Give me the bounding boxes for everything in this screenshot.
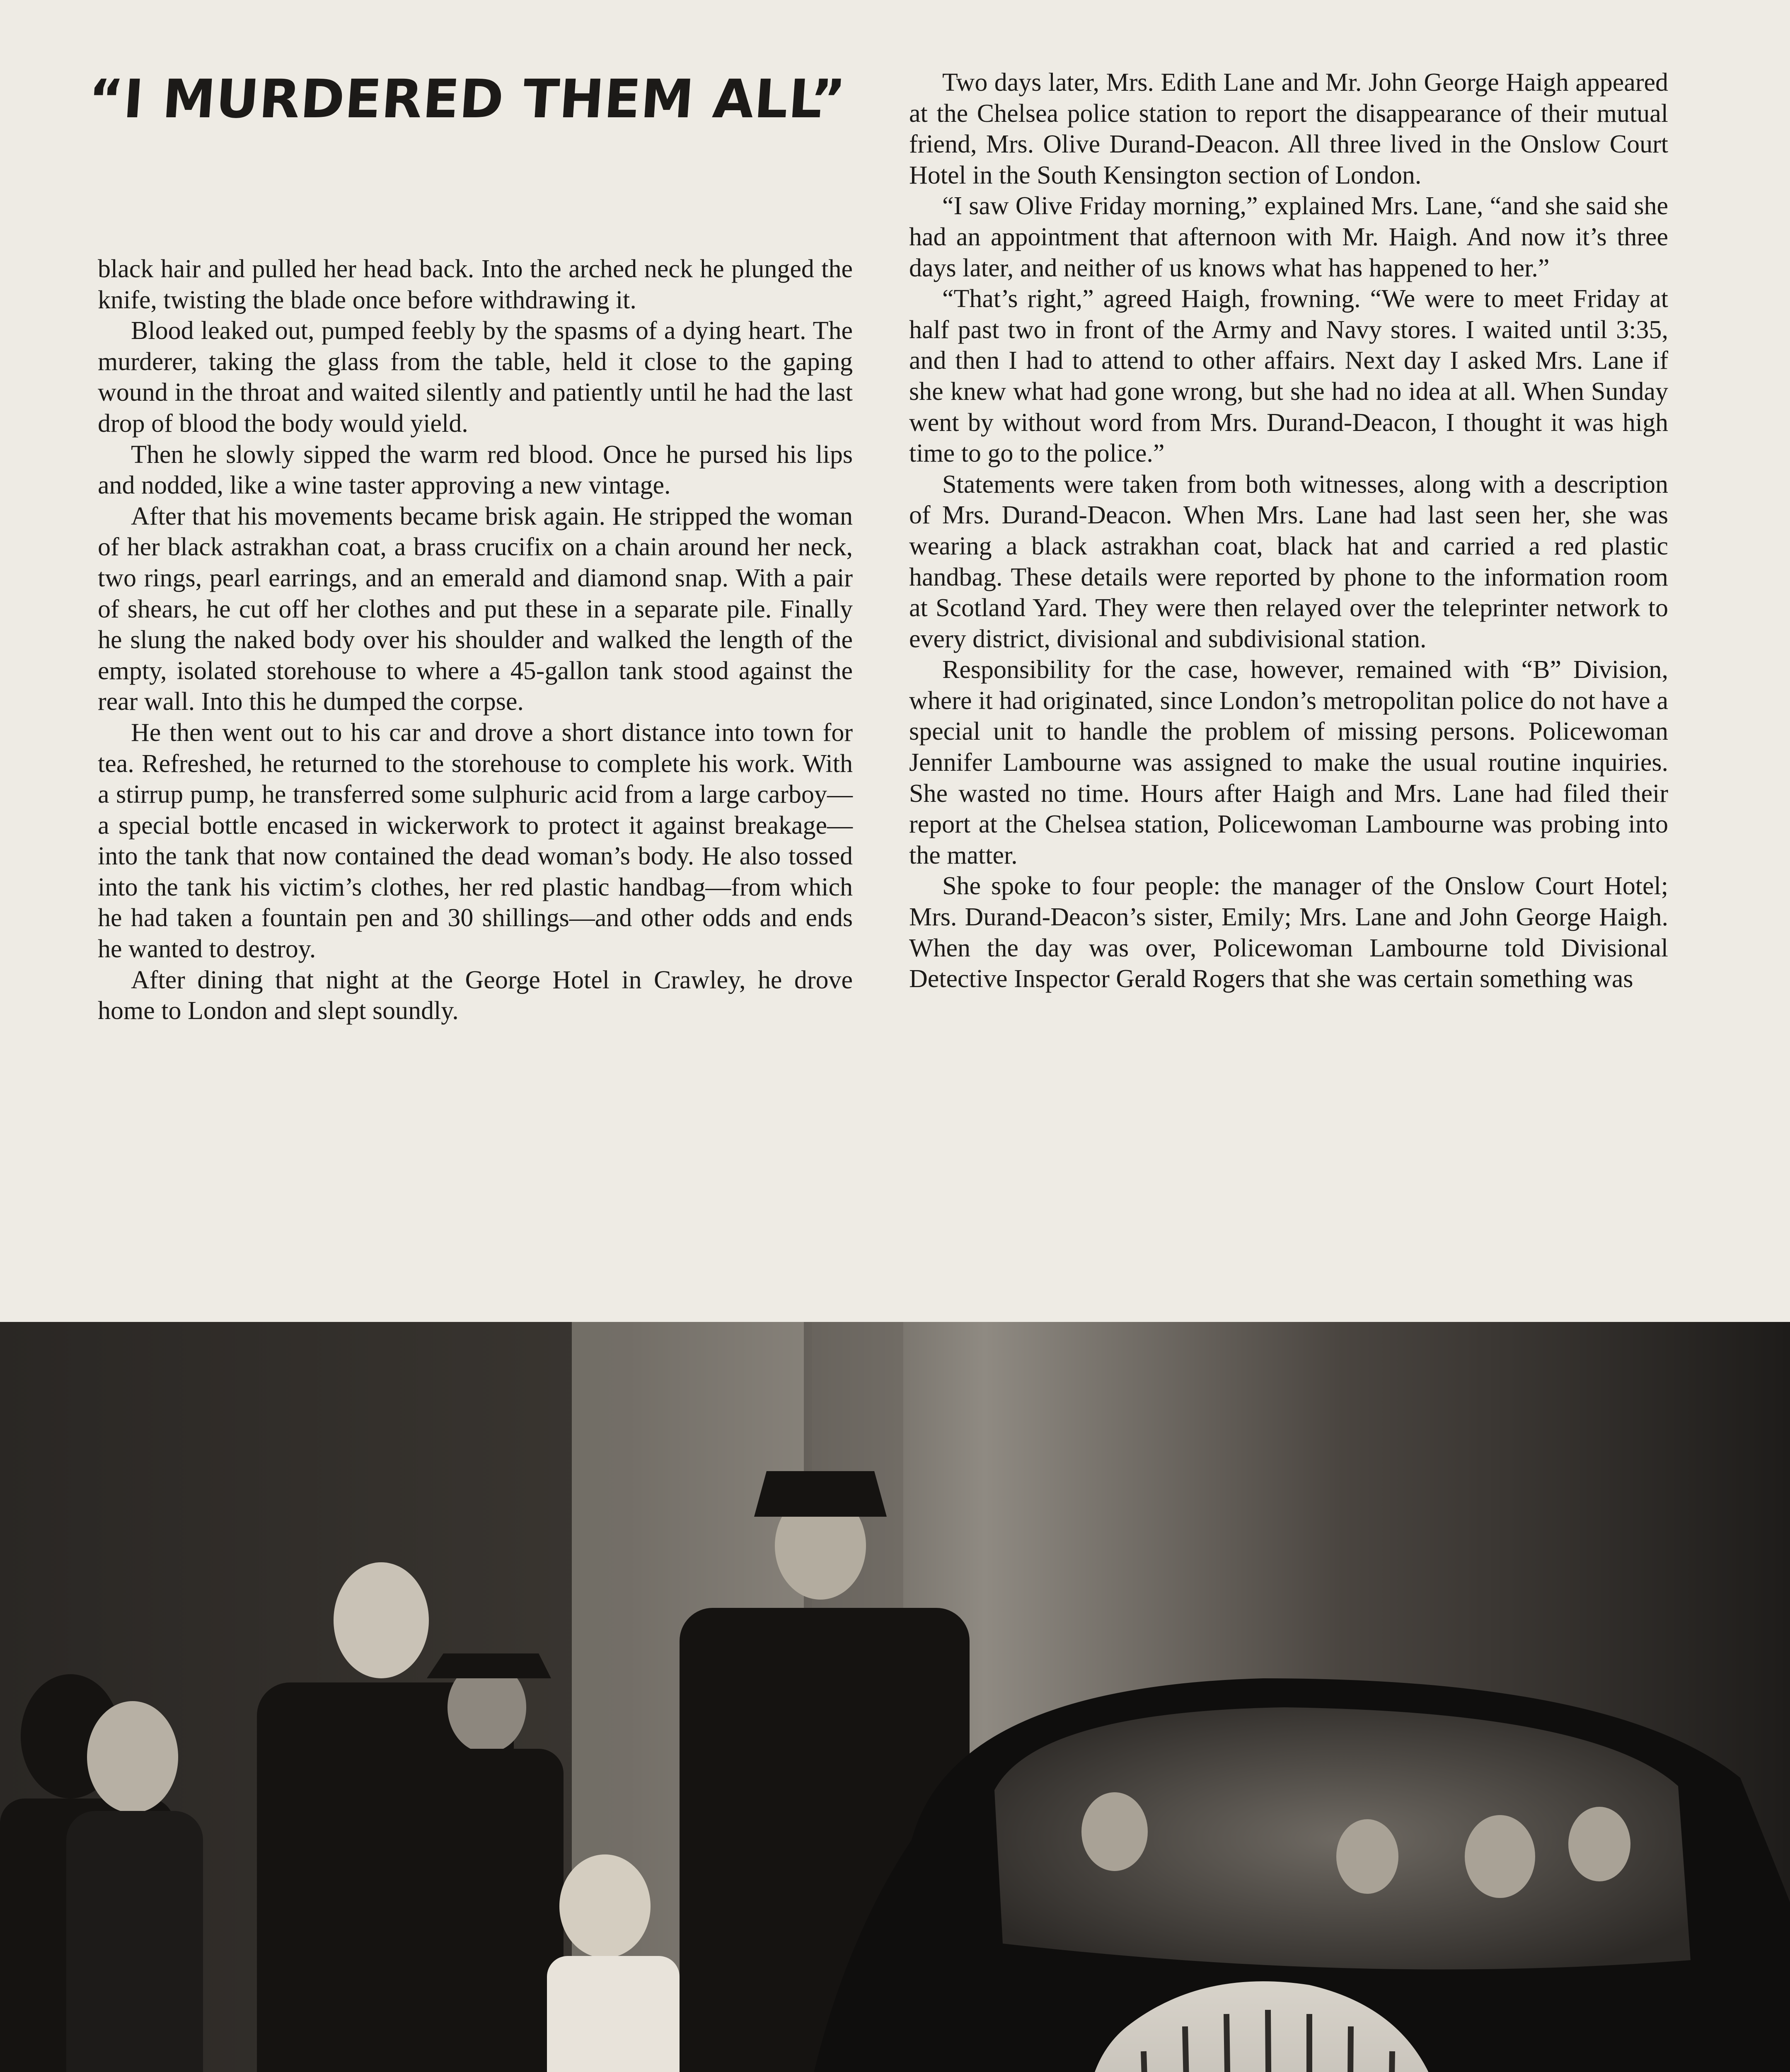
paragraph: “That’s right,” agreed Haigh, frowning. “We were to meet Friday at half past two in front of the Army and Navy stores. I waited until 3:35, and then I had to attend to other affairs. Next day I asked Mrs. Lane if she knew what had gone wrong, but she had no idea at all. When Sunday went by without word from Mrs. Durand-Deacon, I thought it was high time to go to the police.” [909,285,1668,468]
paragraph: black hair and pulled her head back. Into the arched neck he plunged the knife, twisting the blade once before withdrawing it. [98,255,853,314]
paragraph: He then went out to his car and drove a short distance into town for tea. Refreshed, he returned to the storehouse to complete his work. With a stirrup pump, he transferred some sulphuric acid from a large carboy—a special bottle encased in wickerwork to protect it against breakage—into the tank that now contained the dead woman’s body. He also tossed into the tank his victim’s clothes, her red plastic handbag—from which he had taken a fountain pen and 30 shillings—and other odds and ends he wanted to destroy. [98,718,853,963]
right-text-column [909,67,1668,995]
news-photo [0,1322,1790,2072]
paragraph: After that his movements became brisk again. He stripped the woman of her black astrakhan coat, a brass crucifix on a chain around her neck, two rings, pearl earrings, and an emerald and diamond snap. With a pair of shears, he cut off her clothes and put these in a separate pile. Finally he slung the naked body over his shoulder and walked the length of the empty, isolated storehouse to where a 45-gallon tank stood against the rear wall. Into this he dumped the corpse. [98,502,853,716]
paragraph: “I saw Olive Friday morning,” explained Mrs. Lane, “and she said she had an appointment that afternoon with Mr. Haigh. And now it’s three days later, and neither of us knows what has happened to her.” [909,192,1668,282]
crowd-and-police-car-illustration [0,1322,1790,2072]
paragraph: Then he slowly sipped the warm red blood. Once he pursed his lips and nodded, like a wine taster approving a new vintage. [98,440,853,500]
paragraph: Blood leaked out, pumped feebly by the spasms of a dying heart. The murderer, taking the glass from the table, held it close to the gaping wound in the throat and waited silently and patiently until he had the last drop of blood the body would yield. [98,317,853,438]
paragraph: Responsibility for the case, however, remained with “B” Division, where it had originated, since London’s metropolitan police do not have a special unit to handle the problem of missing persons. Policewoman Jennifer Lambourne was assigned to make the usual routine inquiries. She wasted no time. Hours after Haigh and Mrs. Lane had filed their report at the Chelsea station, Policewoman Lambourne was probing into the matter. [909,656,1668,869]
article-title: “I MURDERED THEM ALL” [86,68,848,130]
paragraph: She spoke to four people: the manager of the Onslow Court Hotel; Mrs. Durand-Deacon’s sister, Emily; Mrs. Lane and John George Haigh. When the day was over, Policewoman Lambourne told Divisional Detective Inspector Gerald Rogers that she was certain something was [909,872,1668,993]
paragraph: Two days later, Mrs. Edith Lane and Mr. John George Haigh appeared at the Chelsea police station to report the disappearance of their mutual friend, Mrs. Olive Durand-Deacon. All three lived in the Onslow Court Hotel in the South Kensington section of London. [909,68,1668,189]
paragraph: After dining that night at the George Hotel in Crawley, he drove home to London and slept soundly. [98,966,853,1025]
paragraph: Statements were taken from both witnesses, along with a description of Mrs. Durand-Deacon. When Mrs. Lane had last seen her, she was wearing a black astrakhan coat, black hat and carried a red plastic handbag. These details were reported by phone to the information room at Scotland Yard. They were then relayed over the teleprinter network to every district, divisional and subdivisional station. [909,470,1668,653]
left-text-column [98,254,853,1026]
